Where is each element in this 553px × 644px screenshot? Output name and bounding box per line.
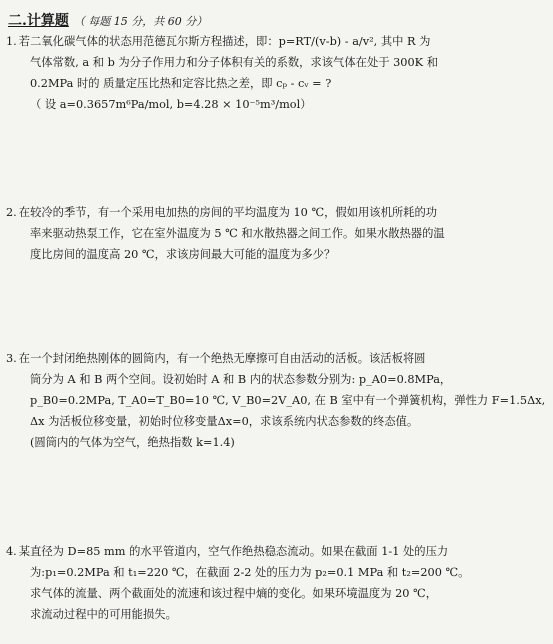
- problem-1: [6, 31, 548, 115]
- section-title-text: 二.计算题: [8, 13, 69, 29]
- problem-text: 在较冷的季节，有一个采用电加热的房间的平均温度为 10 ℃，假如用该机所耗的功: [18, 206, 438, 219]
- problem-line: p_B0=0.2MPa, T_A0=T_B0=10 ℃, V_B0=2V_A0, 在 B 室中有一个弹簧机构，弹性力 F=1.5Δx,: [30, 394, 546, 407]
- problem-line: (圆筒内的气体为空气，绝热指数 k=1.4): [30, 436, 235, 449]
- problem-3: [6, 348, 548, 453]
- problem-line: （ 设 a=0.3657m⁶Pa/mol, b=4.28 × 10⁻⁵m³/mol）: [30, 98, 312, 111]
- problem-line: 气体常数, a 和 b 为分子作用力和分子体积有关的系数，求该气体在处于 300K 和: [30, 56, 439, 69]
- problem-line: 筒分为 A 和 B 两个空间。设初始时 A 和 B 内的状态参数分别为: p_A0=0.8MPa，: [30, 373, 452, 386]
- problem-number: 3.: [6, 352, 17, 365]
- problem-line: 求流动过程中的可用能损失。: [30, 608, 177, 621]
- problem-2: [6, 202, 548, 265]
- problem-line: 0.2MPa 时的 质量定压比热和定容比热之差，即 cₚ - cᵥ = ?: [30, 77, 332, 90]
- problem-line: 求气体的流量、两个截面处的流速和该过程中熵的变化。如果环境温度为 20 ℃，: [30, 587, 437, 600]
- score-note: （ 每题 15 分，共 60 分）: [73, 15, 208, 28]
- problem-line: [6, 541, 548, 562]
- problem-number: 4.: [6, 545, 17, 558]
- problem-line: [6, 31, 548, 52]
- problem-text: 若二氧化碳气体的状态用范德瓦尔斯方程描述，即：p=RT/(v-b) - a/v², 其中 R 为: [18, 35, 431, 48]
- problem-text: 在一个封闭绝热刚体的圆筒内，有一个绝热无摩擦可自由活动的活板。该活板将圆: [18, 352, 426, 365]
- problem-line: 为:p₁=0.2MPa 和 t₁=220 ℃，在截面 2-2 处的压力为 p₂=0.1 MPa 和 t₂=200 ℃。: [30, 566, 470, 579]
- problem-text: 某直径为 D=85 mm 的水平管道内，空气作绝热稳态流动。如果在截面 1-1 处的压力: [18, 545, 449, 558]
- problem-line: 度比房间的温度高 20 ℃，求该房间最大可能的温度为多少？: [30, 248, 336, 261]
- problem-line: Δx 为活板位移变量，初始时位移变量Δx=0，求该系统内状态参数的终态值。: [30, 415, 419, 428]
- problem-number: 1.: [6, 35, 17, 48]
- problem-line: [6, 348, 548, 369]
- section-title: [8, 10, 207, 30]
- problem-4: [6, 541, 548, 625]
- problem-line: [6, 202, 548, 223]
- problem-number: 2.: [6, 206, 17, 219]
- problem-line: 率来驱动热泵工作，它在室外温度为 5 ℃ 和水散热器之间工作。如果水散热器的温: [30, 227, 445, 240]
